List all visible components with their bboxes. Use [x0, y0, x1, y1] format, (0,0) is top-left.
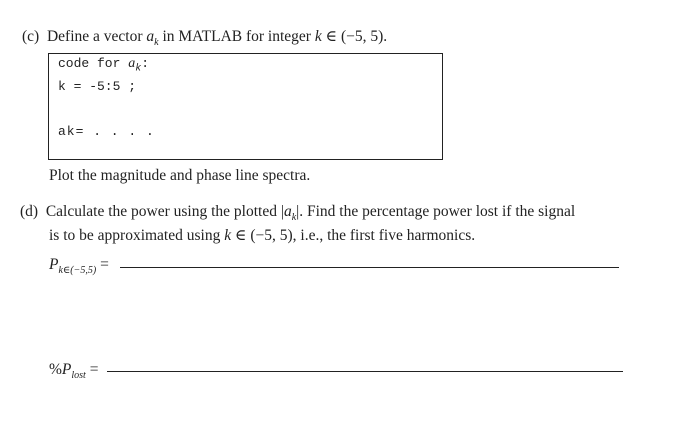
- plot-instruction: Plot the magnitude and phase line spectra.: [49, 167, 311, 184]
- part-c-var-ak-sub: k: [154, 37, 159, 49]
- part-d-line1-b: |. Find the percentage power lost if the signal: [296, 203, 576, 220]
- code-header-var-sub: k: [135, 63, 142, 75]
- part-d-line2-k: k: [224, 227, 232, 244]
- part-d-line-1: [20, 203, 575, 223]
- answer-lost-main: P: [61, 361, 72, 378]
- answer-power-eq: =: [100, 256, 109, 273]
- code-header: [58, 56, 149, 75]
- part-c-var-k: k: [314, 28, 322, 45]
- part-d-line-2: [49, 226, 475, 245]
- code-header-var: a: [128, 56, 136, 71]
- part-d-line2-a: is to be approximated using: [49, 227, 221, 244]
- answer-power-field[interactable]: [120, 267, 619, 268]
- code-header-text: code for: [58, 56, 121, 71]
- answer-lost-eq: =: [89, 361, 99, 378]
- answer-lost-field[interactable]: [107, 371, 623, 372]
- code-box: [48, 53, 443, 160]
- answer-power-label: [49, 256, 109, 276]
- part-d-line2-b: ∈ (−5, 5), i.e., the first five harmonics.: [234, 227, 476, 244]
- part-c-range: ∈ (−5, 5).: [325, 28, 388, 45]
- part-d-label: (d): [20, 203, 39, 220]
- answer-lost-label: [49, 361, 98, 381]
- part-d-line1-sub: k: [291, 212, 297, 224]
- code-line-k: k = -5:5 ;: [58, 79, 137, 94]
- part-c-var-ak: a: [146, 28, 155, 45]
- part-d-line1-var: a: [283, 203, 292, 220]
- part-d-line1-a: Calculate the power using the plotted |: [45, 203, 284, 220]
- part-c-text-a: Define a vector: [46, 28, 143, 45]
- part-c-question: [22, 27, 387, 48]
- code-header-colon: :: [141, 56, 150, 71]
- part-c-label: (c): [22, 28, 40, 45]
- answer-lost-sub: lost: [71, 370, 86, 382]
- answer-power-main: P: [49, 256, 59, 273]
- answer-lost-prefix: %: [49, 361, 62, 378]
- code-line-ak: ak= . . . .: [58, 124, 155, 139]
- answer-power-sub: k∈(−5,5): [58, 265, 97, 277]
- part-c-text-b: in MATLAB for integer: [162, 28, 311, 45]
